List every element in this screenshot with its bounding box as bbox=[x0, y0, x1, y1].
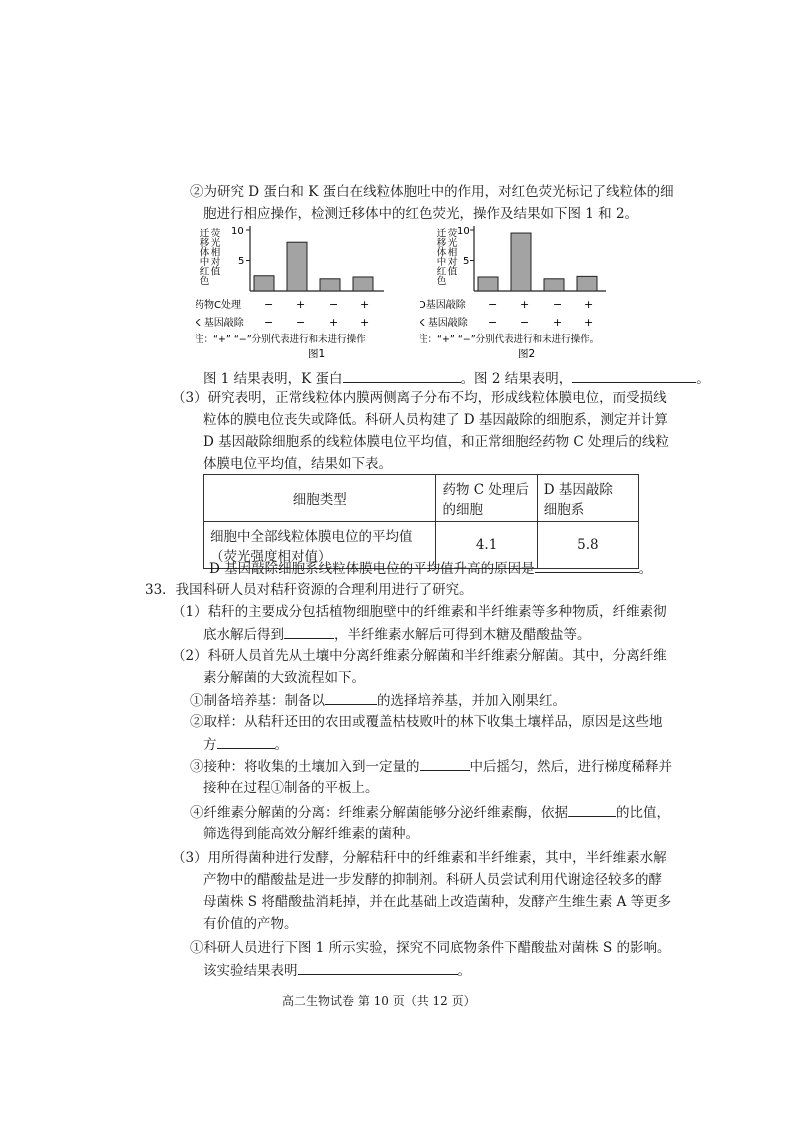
fig2-row2-sign-3: + bbox=[553, 316, 563, 329]
q33-step2-line2a: 方 bbox=[203, 737, 217, 753]
q33-exp1-line2b: 。 bbox=[457, 963, 471, 979]
q3-tail-text: D 基因敲除细胞系线粒体膜电位的平均值升高的原因是 bbox=[209, 561, 535, 577]
fig1-row2-sign-4: + bbox=[360, 316, 370, 329]
q33-step2-line1: ②取样：从秸秆还田的农田或覆盖枯枝败叶的林下收集土壤样品，原因是这些地 bbox=[190, 714, 663, 730]
fig1-ytick-10: 10 bbox=[231, 226, 244, 237]
q33-p1-line1: （1）秸秆的主要成分包括植物细胞壁中的纤维素和半纤维素等多种物质，纤维素彻 bbox=[172, 604, 667, 620]
table-value-drug-c: 4.1 bbox=[436, 522, 537, 569]
fig1-ylabel-col1: 迁移体中红色 bbox=[197, 228, 209, 285]
q33-step3-line1 bbox=[190, 756, 672, 777]
fig1-bar-4 bbox=[353, 277, 373, 291]
q33-p3-line2: 产物中的醋酸盐是进一步发酵的抑制剂。科研人员尝试利用代谢途径较多的酵 bbox=[203, 872, 662, 888]
fig1-row1-sign-3: − bbox=[329, 298, 339, 311]
q2-intro-line1: ②为研究 D 蛋白和 K 蛋白在线粒体胞吐中的作用，对红色荧光标记了线粒体的细 bbox=[190, 184, 674, 200]
q33-exp1-line2 bbox=[203, 960, 471, 981]
fig2-row1-label: D基因敲除 bbox=[420, 300, 466, 311]
figure-1 bbox=[196, 226, 401, 358]
table-header-d-knockout-l2: 细胞系 bbox=[543, 502, 585, 518]
q3-line4: 体膜电位平均值，结果如下表。 bbox=[203, 456, 392, 472]
answer-blank-k-protein[interactable] bbox=[343, 368, 461, 383]
answer-blank-q3-reason[interactable] bbox=[535, 558, 639, 573]
fig1-ylabel-col2: 荧光相对值 bbox=[208, 228, 220, 276]
table-header-drug-c-l2: 的细胞 bbox=[442, 502, 483, 518]
q3-tail bbox=[209, 558, 652, 579]
fig1-caption: 图1 bbox=[308, 348, 326, 358]
q3-line3: D 基因敲除细胞系的线粒体膜电位平均值，和正常细胞经药物 C 处理后的线粒 bbox=[203, 434, 670, 450]
figure-2-chart bbox=[420, 226, 660, 358]
q33-p1-line2a: 底水解后得到 bbox=[203, 627, 284, 643]
results-part3: 。 bbox=[696, 371, 710, 387]
fig1-row2-sign-1: − bbox=[264, 316, 274, 329]
table-header-drug-c bbox=[436, 475, 537, 522]
fig2-ylabel-col1: 迁移体中红色 bbox=[434, 228, 446, 285]
fig1-row1-sign-2: + bbox=[296, 298, 306, 311]
fig2-ylabel-col2: 荧光相对值 bbox=[445, 228, 457, 276]
q33-step4-line1b: 的比值， bbox=[616, 805, 670, 821]
fig2-row2-sign-2: − bbox=[520, 316, 530, 329]
table-row-label-l1: 细胞中全部线粒体膜电位的平均值 bbox=[210, 529, 413, 545]
fig2-row1-sign-4: + bbox=[584, 298, 594, 311]
q33-exp1-line2a: 该实验结果表明 bbox=[203, 963, 298, 979]
q33-step4-line1 bbox=[190, 802, 670, 823]
q33-step4-line1a: ④纤维素分解菌的分离：纤维素分解菌能够分泌纤维素酶，依据 bbox=[190, 805, 568, 821]
q3-line1: （3）研究表明，正常线粒体内膜两侧离子分布不均，形成线粒体膜电位，而受损线 bbox=[172, 390, 667, 406]
fig1-row1-label: 药物C处理 bbox=[196, 300, 241, 311]
q33-step4-line2: 筛选得到能高效分解纤维素的菌种。 bbox=[203, 826, 419, 842]
table-row-label-l2: （荧光强度相对值） bbox=[210, 549, 332, 565]
fig1-bar-1 bbox=[254, 276, 274, 291]
fig1-row2-sign-3: + bbox=[329, 316, 339, 329]
table-header-row bbox=[204, 475, 639, 522]
table-header-d-knockout-l1: D 基因敲除 bbox=[543, 482, 613, 498]
fig2-row2-sign-1: − bbox=[488, 316, 498, 329]
table-header-cell-type: 细胞类型 bbox=[204, 475, 436, 522]
answer-blank-glucose[interactable] bbox=[284, 624, 334, 639]
fig1-ytick-5: 5 bbox=[238, 256, 245, 267]
table-header-d-knockout bbox=[537, 475, 638, 522]
fig2-caption: 图2 bbox=[518, 348, 536, 358]
q33-p2-line2: 素分解菌的大致流程如下。 bbox=[203, 670, 365, 686]
fig2-row1-sign-1: − bbox=[488, 298, 498, 311]
fig2-row2-label: K 基因敲除 bbox=[420, 318, 468, 329]
results-line bbox=[203, 368, 710, 389]
q33-step1a: ①制备培养基：制备以 bbox=[190, 693, 325, 709]
fig1-row1-sign-1: − bbox=[264, 298, 274, 311]
q33-step1b: 的选择培养基，并加入刚果红。 bbox=[377, 693, 566, 709]
fig1-note: 注：“+” “−”分别代表进行和未进行操作 bbox=[196, 334, 366, 345]
q33-p1-line2b: ，半纤维素水解后可得到木糖及醋酸盐等。 bbox=[334, 627, 591, 643]
q3-line2: 粒体的膜电位丧失或降低。科研人员构建了 D 基因敲除的细胞系，测定并计算 bbox=[203, 412, 668, 428]
figure-1-chart bbox=[196, 226, 401, 358]
fig2-row1-sign-2: + bbox=[520, 298, 530, 311]
fig2-bar-3 bbox=[544, 279, 564, 291]
fig2-ytick-10: 10 bbox=[457, 226, 470, 237]
fig1-bar-2 bbox=[287, 242, 307, 291]
answer-blank-exp1-result[interactable] bbox=[298, 960, 458, 975]
table-header-drug-c-l1: 药物 C 处理后 bbox=[442, 482, 529, 498]
q33-title: 33．我国科研人员对秸秆资源的合理利用进行了研究。 bbox=[145, 582, 473, 598]
fig2-ytick-5: 5 bbox=[463, 256, 470, 267]
q33-step2-line2 bbox=[203, 734, 288, 755]
q33-step2-line2b: 。 bbox=[274, 737, 288, 753]
q33-p2-line1: （2）科研人员首先从土壤中分离纤维素分解菌和半纤维素分解菌。其中，分离纤维 bbox=[172, 648, 667, 664]
membrane-potential-table bbox=[203, 474, 639, 569]
q3-tail-end: 。 bbox=[638, 561, 653, 577]
q2-intro-line2: 胞进行相应操作，检测迁移体中的红色荧光，操作及结果如下图 1 和 2。 bbox=[203, 206, 639, 222]
fig2-bar-1 bbox=[478, 277, 498, 291]
answer-blank-sterile-water[interactable] bbox=[420, 756, 470, 771]
q33-p3-line3: 母菌株 S 将醋酸盐消耗掉，并在此基础上改造菌种，发酵产生维生素 A 等更多 bbox=[203, 894, 672, 910]
q33-p3-line1: （3）用所得菌种进行发酵，分解秸秆中的纤维素和半纤维素，其中，半纤维素水解 bbox=[172, 850, 667, 866]
results-part2: 。图 2 结果表明， bbox=[460, 371, 573, 387]
q33-p3-line4: 有价值的产物。 bbox=[203, 916, 298, 932]
q33-step3-line1a: ③接种：将收集的土壤加入到一定量的 bbox=[190, 759, 420, 775]
results-part1: 图 1 结果表明，K 蛋白 bbox=[203, 371, 343, 387]
answer-blank-halo-ratio[interactable] bbox=[568, 802, 616, 817]
q33-step3-line1b: 中后摇匀，然后，进行梯度稀释并 bbox=[469, 759, 672, 775]
fig2-bar-2 bbox=[511, 233, 531, 291]
fig1-row2-sign-2: − bbox=[296, 316, 306, 329]
answer-blank-carbon-source[interactable] bbox=[325, 690, 377, 705]
table-value-d-knockout: 5.8 bbox=[537, 522, 638, 569]
q33-exp1-line1: ①科研人员进行下图 1 所示实验，探究不同底物条件下醋酸盐对菌株 S 的影响。 bbox=[190, 940, 671, 956]
page-footer: 高二生物试卷 第 10 页（共 12 页） bbox=[282, 994, 476, 1008]
fig2-row2-sign-4: + bbox=[584, 316, 594, 329]
fig1-bar-3 bbox=[320, 279, 340, 291]
fig2-note: 注：“+” “−”分别代表进行和未进行操作。 bbox=[420, 334, 600, 345]
answer-blank-fig2[interactable] bbox=[572, 368, 696, 383]
answer-blank-sampling-reason[interactable] bbox=[217, 734, 275, 749]
q33-p1-line2 bbox=[203, 624, 591, 645]
fig2-bar-4 bbox=[577, 276, 597, 291]
fig2-row1-sign-3: − bbox=[553, 298, 563, 311]
q33-step3-line2: 接种在过程①制备的平板上。 bbox=[203, 780, 379, 796]
fig1-row1-sign-4: + bbox=[360, 298, 370, 311]
fig1-row2-label: K 基因敲除 bbox=[196, 318, 244, 329]
q33-step1 bbox=[190, 690, 566, 711]
figure-2 bbox=[420, 226, 660, 358]
